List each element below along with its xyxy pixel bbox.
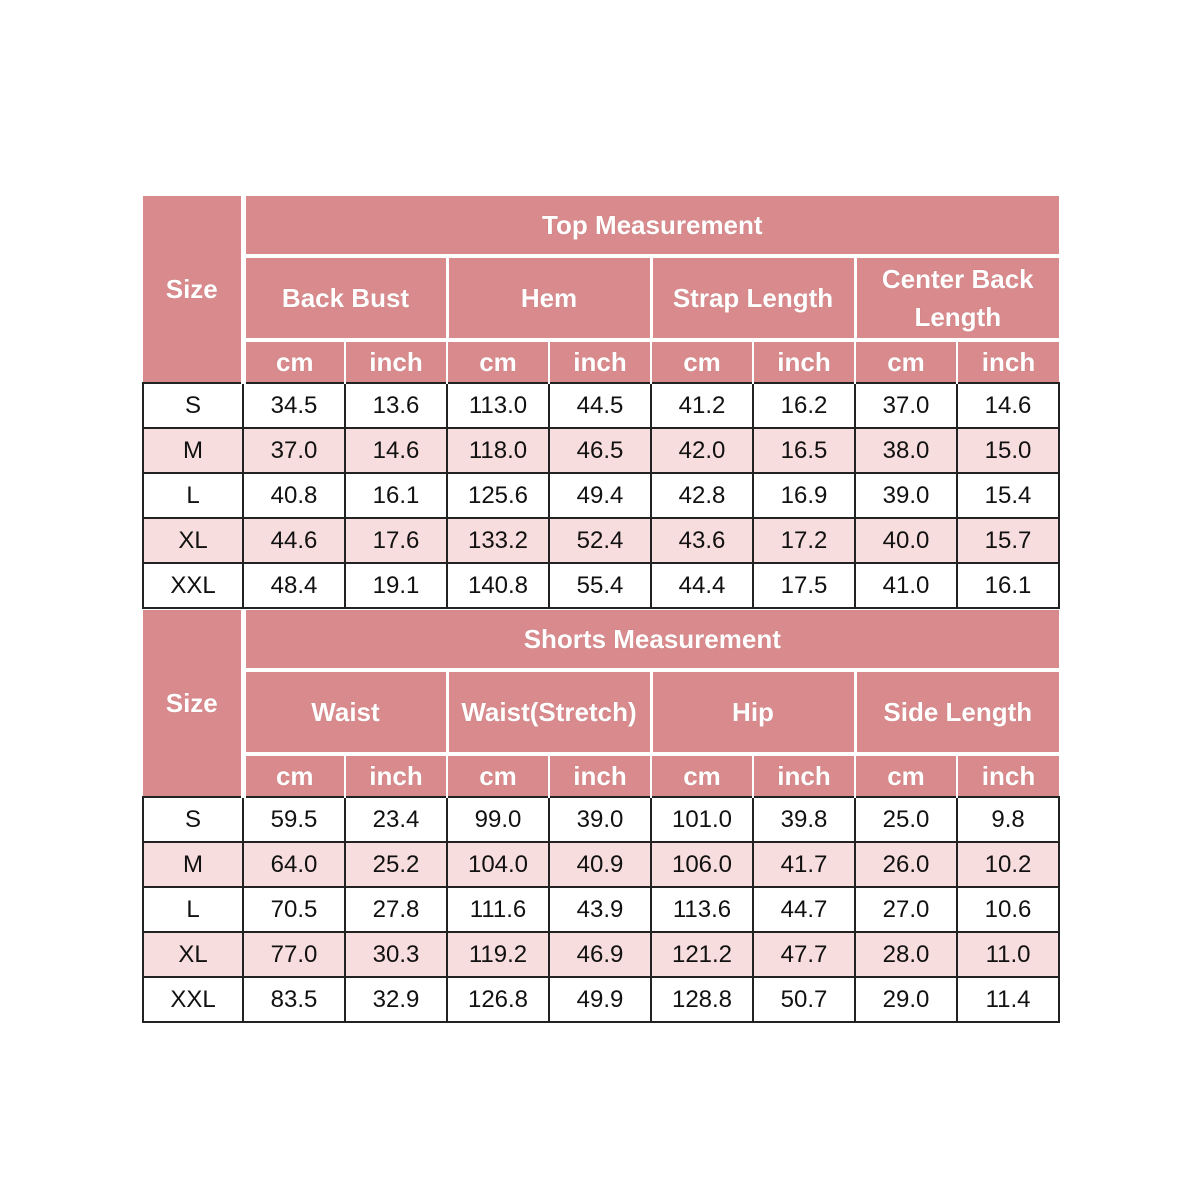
measurement-cell: 44.7 <box>753 887 855 932</box>
measurement-cell: 43.9 <box>549 887 651 932</box>
table-row <box>143 977 1059 1022</box>
measurement-cell: 10.6 <box>957 887 1059 932</box>
measurement-cell: 27.8 <box>345 887 447 932</box>
measurement-cell: 14.6 <box>345 428 447 473</box>
unit-header: inch <box>957 340 1059 383</box>
measurement-cell: 28.0 <box>855 932 957 977</box>
group-header-hip: Hip <box>651 670 855 754</box>
measurement-cell: 55.4 <box>549 563 651 608</box>
measurement-cell: 125.6 <box>447 473 549 518</box>
size-cell: S <box>143 797 243 842</box>
measurement-cell: 42.8 <box>651 473 753 518</box>
table-row <box>143 383 1059 428</box>
table-title: Shorts Measurement <box>243 610 1059 670</box>
size-cell: L <box>143 473 243 518</box>
measurement-cell: 99.0 <box>447 797 549 842</box>
measurement-cell: 49.4 <box>549 473 651 518</box>
table-row <box>143 518 1059 563</box>
measurement-cell: 133.2 <box>447 518 549 563</box>
measurement-cell: 15.4 <box>957 473 1059 518</box>
measurement-cell: 83.5 <box>243 977 345 1022</box>
size-cell: S <box>143 383 243 428</box>
group-header-waist: Waist <box>243 670 447 754</box>
group-header-hem: Hem <box>447 256 651 340</box>
unit-header: cm <box>651 340 753 383</box>
measurement-cell: 39.8 <box>753 797 855 842</box>
table-row <box>143 473 1059 518</box>
measurement-cell: 11.4 <box>957 977 1059 1022</box>
measurement-cell: 17.5 <box>753 563 855 608</box>
measurement-cell: 11.0 <box>957 932 1059 977</box>
group-header-back-bust: Back Bust <box>243 256 447 340</box>
measurement-cell: 39.0 <box>855 473 957 518</box>
measurement-cell: 121.2 <box>651 932 753 977</box>
measurement-cell: 14.6 <box>957 383 1059 428</box>
measurement-cell: 118.0 <box>447 428 549 473</box>
measurement-cell: 49.9 <box>549 977 651 1022</box>
unit-header: inch <box>753 340 855 383</box>
table-row <box>143 887 1059 932</box>
table-row <box>143 842 1059 887</box>
measurement-cell: 46.9 <box>549 932 651 977</box>
unit-header: cm <box>651 754 753 797</box>
group-header-waist-stretch: Waist(Stretch) <box>447 670 651 754</box>
measurement-cell: 101.0 <box>651 797 753 842</box>
measurement-cell: 113.6 <box>651 887 753 932</box>
unit-header: inch <box>345 340 447 383</box>
measurement-cell: 48.4 <box>243 563 345 608</box>
measurement-cell: 17.2 <box>753 518 855 563</box>
table-row <box>143 428 1059 473</box>
unit-header: inch <box>957 754 1059 797</box>
measurement-cell: 40.9 <box>549 842 651 887</box>
measurement-cell: 126.8 <box>447 977 549 1022</box>
size-column-header: Size <box>143 196 243 383</box>
group-header-center-back-length: Center Back Length <box>855 256 1059 340</box>
measurement-cell: 43.6 <box>651 518 753 563</box>
table-row <box>143 932 1059 977</box>
measurement-cell: 106.0 <box>651 842 753 887</box>
measurement-cell: 37.0 <box>855 383 957 428</box>
measurement-cell: 77.0 <box>243 932 345 977</box>
measurement-cell: 10.2 <box>957 842 1059 887</box>
measurement-cell: 59.5 <box>243 797 345 842</box>
measurement-cell: 19.1 <box>345 563 447 608</box>
measurement-cell: 15.0 <box>957 428 1059 473</box>
measurement-cell: 40.8 <box>243 473 345 518</box>
size-cell: M <box>143 842 243 887</box>
table-row <box>143 797 1059 842</box>
unit-header: cm <box>243 754 345 797</box>
measurement-cell: 113.0 <box>447 383 549 428</box>
unit-header: cm <box>447 340 549 383</box>
measurement-cell: 34.5 <box>243 383 345 428</box>
measurement-cell: 25.0 <box>855 797 957 842</box>
measurement-cell: 41.0 <box>855 563 957 608</box>
measurement-cell: 41.7 <box>753 842 855 887</box>
measurement-cell: 41.2 <box>651 383 753 428</box>
measurement-cell: 23.4 <box>345 797 447 842</box>
measurement-cell: 17.6 <box>345 518 447 563</box>
measurement-cell: 27.0 <box>855 887 957 932</box>
measurement-cell: 46.5 <box>549 428 651 473</box>
size-cell: L <box>143 887 243 932</box>
group-header-side-length: Side Length <box>855 670 1059 754</box>
size-column-header: Size <box>143 610 243 797</box>
table-title: Top Measurement <box>243 196 1059 256</box>
group-header-strap-length: Strap Length <box>651 256 855 340</box>
unit-header: inch <box>549 754 651 797</box>
measurement-cell: 128.8 <box>651 977 753 1022</box>
unit-header: cm <box>243 340 345 383</box>
top-measurement-table <box>142 196 1060 609</box>
unit-header: cm <box>447 754 549 797</box>
measurement-cell: 111.6 <box>447 887 549 932</box>
unit-header: inch <box>549 340 651 383</box>
unit-header: inch <box>345 754 447 797</box>
measurement-cell: 16.9 <box>753 473 855 518</box>
table-row <box>143 563 1059 608</box>
measurement-cell: 37.0 <box>243 428 345 473</box>
measurement-cell: 26.0 <box>855 842 957 887</box>
measurement-cell: 39.0 <box>549 797 651 842</box>
measurement-cell: 16.5 <box>753 428 855 473</box>
measurement-cell: 13.6 <box>345 383 447 428</box>
measurement-cell: 64.0 <box>243 842 345 887</box>
size-cell: XXL <box>143 563 243 608</box>
measurement-cell: 44.6 <box>243 518 345 563</box>
measurement-cell: 42.0 <box>651 428 753 473</box>
measurement-cell: 32.9 <box>345 977 447 1022</box>
shorts-measurement-table <box>142 610 1060 1023</box>
measurement-cell: 47.7 <box>753 932 855 977</box>
measurement-cell: 29.0 <box>855 977 957 1022</box>
measurement-cell: 44.5 <box>549 383 651 428</box>
unit-header: inch <box>753 754 855 797</box>
measurement-cell: 16.1 <box>957 563 1059 608</box>
unit-header: cm <box>855 754 957 797</box>
measurement-cell: 44.4 <box>651 563 753 608</box>
measurement-cell: 140.8 <box>447 563 549 608</box>
size-cell: XXL <box>143 977 243 1022</box>
measurement-cell: 25.2 <box>345 842 447 887</box>
measurement-cell: 119.2 <box>447 932 549 977</box>
measurement-cell: 30.3 <box>345 932 447 977</box>
size-cell: XL <box>143 932 243 977</box>
measurement-cell: 52.4 <box>549 518 651 563</box>
measurement-cell: 104.0 <box>447 842 549 887</box>
size-cell: M <box>143 428 243 473</box>
measurement-cell: 16.2 <box>753 383 855 428</box>
measurement-cell: 50.7 <box>753 977 855 1022</box>
measurement-cell: 9.8 <box>957 797 1059 842</box>
measurement-cell: 40.0 <box>855 518 957 563</box>
unit-header: cm <box>855 340 957 383</box>
measurement-cell: 70.5 <box>243 887 345 932</box>
measurement-cell: 15.7 <box>957 518 1059 563</box>
measurement-cell: 16.1 <box>345 473 447 518</box>
measurement-cell: 38.0 <box>855 428 957 473</box>
size-cell: XL <box>143 518 243 563</box>
